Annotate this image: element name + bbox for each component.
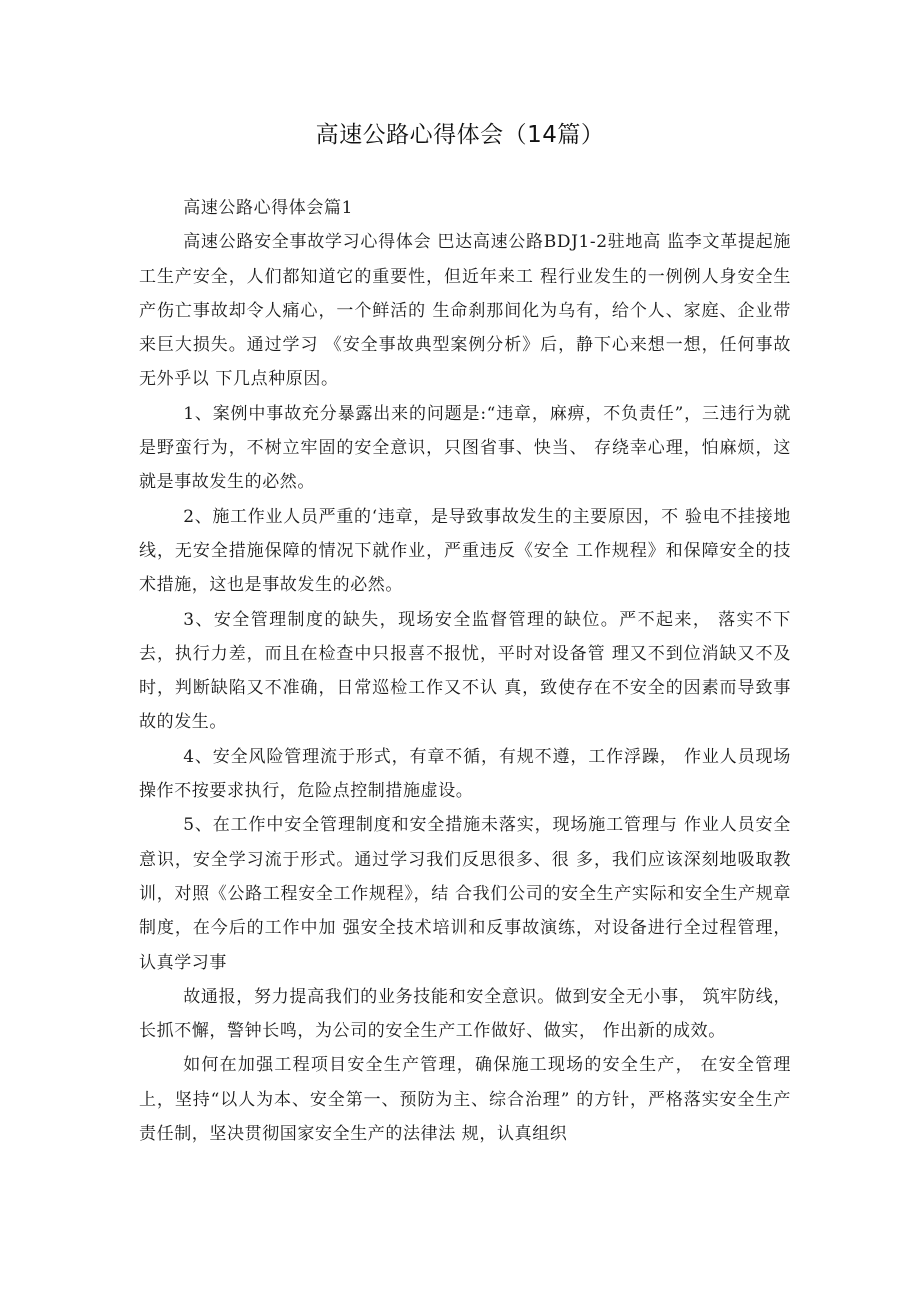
section-heading: 高速公路心得体会篇1 [183,198,354,218]
paragraph-intro: 高速公路安全事故学习心得体会 巴达高速公路BDJ1-2驻地高 监李文革提起施工生产安全，人们都知道它的重要性，但近年来工 程行业发生的一例例人身安全生产伤亡事故却令人痛心，一个鲜活的 生命刹那间化为乌有，给个人、家庭、企业带来巨大损失。通过学习 《安全事故典型案例分析》后，静下心来想一想，任何事故无外乎以 下几点种原因。 [139,232,791,390]
paragraph-management: 如何在加强工程项目安全生产管理，确保施工现场的安全生产， 在安全管理上，坚持“以人为本、安全第一、预防为主、综合治理” 的方针，严格落实安全生产责任制，坚决贯彻国家安全生产的法律法 规，认真组织 [139,1055,791,1145]
document-title: 高速公路心得体会（14篇） [315,122,605,148]
paragraph-point-3: 3、安全管理制度的缺失，现场安全监督管理的缺位。严不起来， 落实不下去，执行力差，而且在检查中只报喜不报忧，平时对设备管 理又不到位消缺又不及时，判断缺陷又不准确，日常巡检工作又不认 真，致使存在不安全的因素而导致事故的发生。 [139,609,791,733]
document-body [139,191,791,1151]
paragraph-point-1: 1、案例中事故充分暴露出来的问题是:“违章，麻痹，不负责任”，三违行为就是野蛮行为，不树立牢固的安全意识，只图省事、快当、 存绕幸心理，怕麻烦，这就是事故发生的必然。 [139,403,791,493]
paragraph-point-5: 5、在工作中安全管理制度和安全措施未落实，现场施工管理与 作业人员安全意识，安全学习流于形式。通过学习我们反思很多、很 多，我们应该深刻地吸取教训，对照《公路工程安全工作规程》，结 合我们公司的安全生产实际和安全生产规章制度，在今后的工作中加 强安全技术培训和反事故演练，对设备进行全过程管理，认真学习事 [139,815,791,973]
paragraph-point-4: 4、安全风险管理流于形式，有章不循，有规不遵，工作浮躁， 作业人员现场操作不按要求执行，危险点控制措施虚设。 [139,746,791,802]
paragraph-continuation: 故通报，努力提高我们的业务技能和安全意识。做到安全无小事， 筑牢防线，长抓不懈，警钟长鸣，为公司的安全生产工作做好、做实， 作出新的成效。 [139,986,791,1042]
paragraph-point-2: 2、施工作业人员严重的‘违章，是导致事故发生的主要原因，不 验电不挂接地线，无安全措施保障的情况下就作业，严重违反《安全 工作规程》和保障安全的技术措施，这也是事故发生的必然。 [139,506,791,596]
